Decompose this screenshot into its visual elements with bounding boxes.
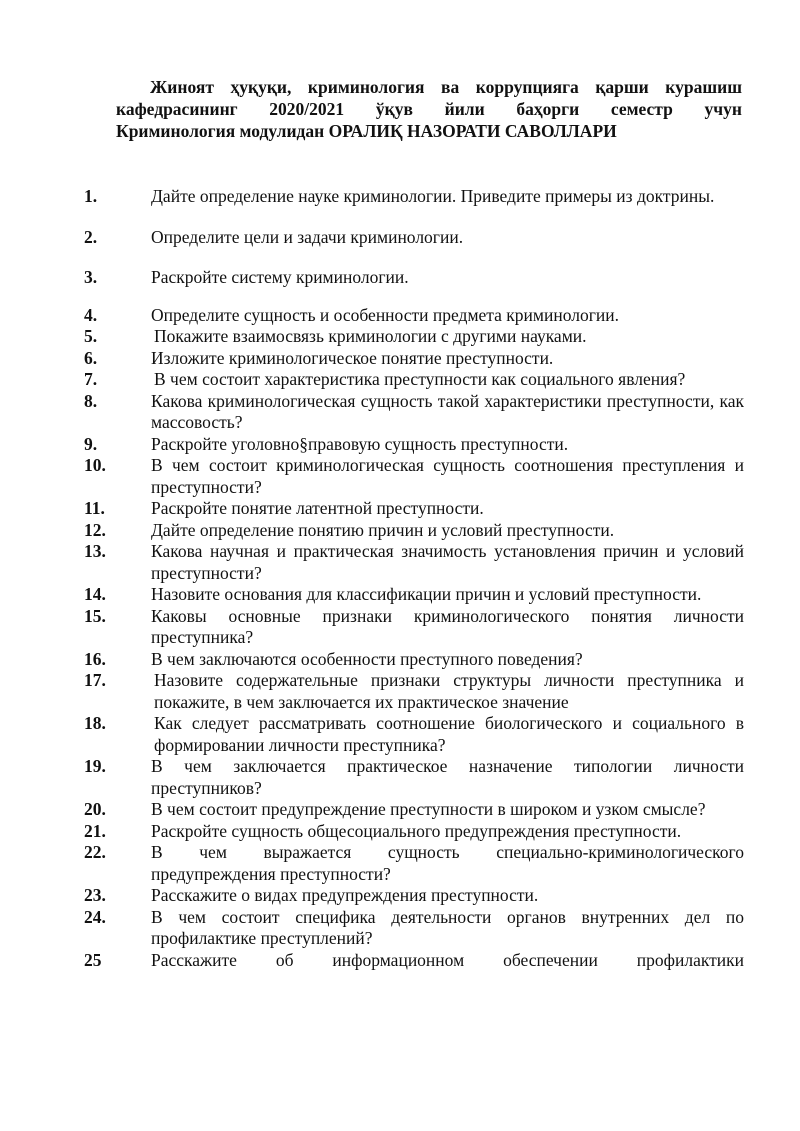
question-text: Назовите содержательные признаки структуры личности преступника и покажите, в чем заключается их практическое значение: [154, 670, 744, 712]
question-item: [84, 842, 744, 885]
question-number: 5.: [84, 326, 98, 346]
header-line-1: Жиноят ҳуқуқи, криминология ва коррупцияга қарши курашиш: [150, 77, 742, 97]
question-item: [84, 649, 744, 671]
question-item: [84, 584, 744, 606]
question-text: Определите сущность и особенности предмета криминологии.: [151, 304, 619, 325]
question-number: 25: [84, 949, 102, 970]
question-text: Раскройте систему криминологии.: [151, 267, 409, 287]
question-item: [84, 950, 744, 972]
questions-list: [84, 186, 744, 971]
question-text: В чем состоит характеристика преступности как социального явления?: [154, 369, 686, 389]
question-number: 10.: [84, 455, 106, 475]
question-number: 2.: [84, 226, 98, 247]
question-item: [84, 434, 744, 456]
question-text: Расскажите о видах предупреждения преступности.: [151, 885, 539, 905]
document-header: [116, 76, 742, 142]
question-number: 16.: [84, 648, 106, 669]
question-number: 12.: [84, 519, 106, 540]
question-item: [84, 267, 744, 289]
question-text: Назовите основания для классификации причин и условий преступности.: [151, 584, 702, 604]
question-item: [84, 670, 744, 713]
question-text: В чем состоит предупреждение преступности в широком и узком смысле?: [151, 799, 706, 819]
question-text: В чем состоит специфика деятельности органов внутренних дел по профилактике преступлений?: [151, 906, 744, 948]
question-number: 11.: [84, 498, 105, 518]
question-number: 8.: [84, 390, 98, 411]
header-line-3: Криминология модулидан ОРАЛИҚ НАЗОРАТИ САВОЛЛАРИ: [116, 121, 617, 141]
question-text: Изложите криминологическое понятие преступности.: [151, 347, 554, 368]
question-number: 14.: [84, 584, 106, 604]
question-text: Раскройте понятие латентной преступности.: [151, 498, 484, 518]
question-number: 15.: [84, 605, 106, 626]
question-number: 18.: [84, 713, 106, 733]
question-number: 22.: [84, 842, 106, 862]
question-item: [84, 498, 744, 520]
question-text: Каковы основные признаки криминологического понятия личности преступника?: [151, 605, 744, 647]
question-item: [84, 799, 744, 821]
question-item: [84, 885, 744, 907]
question-number: 21.: [84, 820, 106, 841]
question-item: [84, 606, 744, 649]
question-number: 4.: [84, 304, 98, 325]
question-text: Покажите взаимосвязь криминологии с другими науками.: [154, 326, 587, 346]
question-number: 23.: [84, 885, 106, 905]
question-item: [84, 326, 744, 348]
question-item: [84, 369, 744, 391]
question-item: [84, 821, 744, 843]
question-item: [84, 227, 744, 249]
question-item: [84, 756, 744, 799]
question-text: Раскройте уголовно§правовую сущность преступности.: [151, 433, 569, 454]
question-item: [84, 520, 744, 542]
question-number: 17.: [84, 670, 106, 690]
question-number: 9.: [84, 433, 98, 454]
question-number: 19.: [84, 756, 106, 776]
question-item: [84, 348, 744, 370]
question-text: Какова криминологическая сущность такой характеристики преступности, как массовость?: [151, 390, 744, 432]
question-item: [84, 305, 744, 327]
question-item: [84, 541, 744, 584]
question-number: 1.: [84, 186, 98, 206]
question-text: В чем заключается практическое назначение типологии личности преступников?: [151, 756, 744, 798]
question-item: [84, 907, 744, 950]
question-text: Как следует рассматривать соотношение биологического и социального в формировании личности преступника?: [154, 713, 744, 755]
question-text: Определите цели и задачи криминологии.: [151, 226, 464, 247]
question-number: 3.: [84, 267, 98, 287]
question-text: Расскажите об информационном обеспечении профилактики: [151, 949, 744, 970]
question-number: 13.: [84, 541, 106, 561]
header-line-2: кафедрасининг 2020/2021 ўқув йили баҳорги семестр учун: [116, 99, 742, 119]
question-text: Дайте определение понятию причин и условий преступности.: [151, 519, 615, 540]
question-number: 7.: [84, 369, 98, 389]
question-text: Дайте определение науке криминологии. Приведите примеры из доктрины.: [151, 186, 715, 206]
question-item: [84, 713, 744, 756]
question-number: 24.: [84, 906, 106, 927]
question-text: В чем выражается сущность специально-криминологического предупреждения преступности?: [151, 842, 744, 884]
question-text: В чем состоит криминологическая сущность соотношения преступления и преступности?: [151, 455, 744, 497]
question-text: Какова научная и практическая значимость установления причин и условий преступности?: [151, 541, 744, 583]
question-number: 6.: [84, 347, 98, 368]
question-item: [84, 455, 744, 498]
question-number: 20.: [84, 799, 106, 819]
question-item: [84, 391, 744, 434]
question-text: Раскройте сущность общесоциального предупреждения преступности.: [151, 820, 682, 841]
question-text: В чем заключаются особенности преступного поведения?: [151, 648, 583, 669]
question-item: [84, 186, 744, 208]
